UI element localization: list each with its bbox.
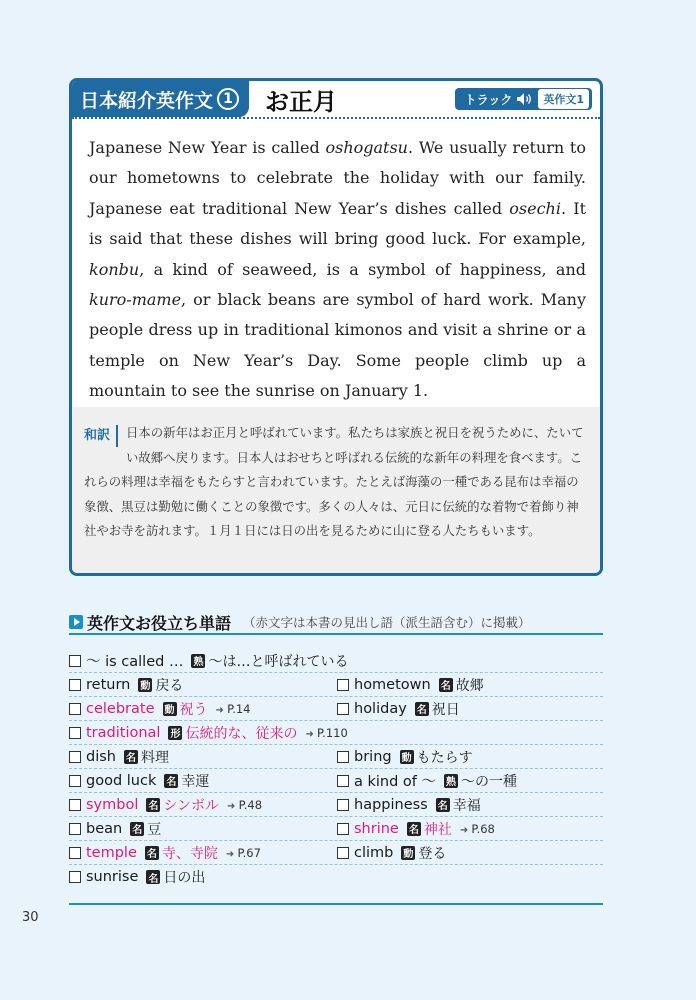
checkbox[interactable]: [337, 751, 349, 763]
english-passage: [72, 119, 600, 409]
checkbox[interactable]: [69, 751, 81, 763]
vocab-word: dish: [86, 748, 116, 765]
vocab-row: [69, 697, 603, 721]
checkbox[interactable]: [337, 823, 349, 835]
checkbox[interactable]: [69, 847, 81, 859]
translation-text: 日本の新年はお正月と呼ばれています。私たちは家族と祝日を祝うために、たいてい故郷へ戻ります。日本人はおせちと呼ばれる伝統的な新年の料理を食べます。これらの料理は幸福をもたらすと言われています。たとえば海藻の一種である昆布は幸福の象徴、黒豆は勤勉に働くことの象徴です。多くの人々は、元日に伝統的な着物で着飾り神社やお寺を訪れます。１月１日には日の出を見るために山に登る人たちもいます。: [84, 425, 584, 539]
vocab-title: 英作文お役立ち単語: [87, 613, 232, 633]
audio-track-badge[interactable]: [455, 88, 592, 110]
vocab-item: [337, 769, 517, 792]
checkbox[interactable]: [69, 823, 81, 835]
checkbox[interactable]: [69, 679, 81, 691]
pos-badge: 動: [163, 702, 177, 716]
vocab-word: holiday: [354, 700, 407, 717]
pos-badge: 熟: [191, 654, 205, 668]
vocab-row: [69, 673, 603, 697]
vocab-word: happiness: [354, 796, 428, 813]
pos-badge: 名: [146, 870, 160, 884]
series-label: 日本紹介英作文: [80, 89, 214, 112]
vocab-word: celebrate: [86, 700, 155, 717]
checkbox[interactable]: [69, 775, 81, 787]
pos-badge: 名: [164, 774, 178, 788]
passage-text: . We usually return to our hometowns to celebrate the holiday with our family. Japanese eat traditional New Year’s dishes called: [89, 138, 586, 218]
passage-text: , a kind of seaweed, is a symbol of happiness, and: [139, 259, 586, 279]
vocab-header: [69, 610, 603, 634]
checkbox[interactable]: [69, 703, 81, 715]
vocab-word: shrine: [354, 820, 399, 837]
passage-term: oshogatsu: [325, 138, 408, 157]
checkbox[interactable]: [337, 799, 349, 811]
vocab-item: [69, 745, 337, 768]
pos-badge: 動: [138, 678, 152, 692]
passage-text: Japanese New Year is called: [89, 138, 326, 157]
checkbox[interactable]: [69, 655, 81, 667]
card-header: [72, 81, 600, 119]
page-title: お正月: [265, 87, 338, 116]
vocab-word: bring: [354, 748, 392, 765]
vocab-meaning: 神社: [423, 821, 452, 838]
vocab-meaning: 幸福: [452, 797, 481, 814]
vocab-word: good luck: [86, 772, 157, 789]
vocab-row: [69, 721, 603, 745]
vocab-row: [69, 865, 603, 889]
vocab-meaning: 幸運: [181, 773, 210, 790]
vocab-item: [337, 817, 495, 840]
bottom-divider: [69, 903, 603, 905]
vocab-item: [337, 697, 460, 720]
vocab-meaning: ～の一種: [461, 773, 518, 790]
page-reference: ➜ P.14: [216, 702, 251, 716]
track-label: トラック: [464, 92, 513, 107]
vocab-meaning: シンボル: [163, 797, 220, 814]
checkbox[interactable]: [69, 727, 81, 739]
play-arrow-icon: [69, 615, 83, 629]
pos-badge: 名: [415, 702, 429, 716]
vocab-item: [69, 841, 337, 864]
vocab-word: temple: [86, 844, 137, 861]
japanese-translation: [72, 407, 600, 573]
speaker-icon: [516, 92, 534, 106]
passage-term: osechi: [509, 198, 561, 218]
vocab-meaning: 祝う: [179, 701, 208, 718]
vocab-meaning: 料理: [140, 749, 169, 766]
vocab-word: ～ is called …: [86, 654, 184, 670]
vocab-word: return: [86, 676, 131, 693]
page-reference: ➜ P.110: [305, 726, 347, 740]
vocab-item: [69, 769, 337, 792]
vocab-meaning: 登る: [418, 845, 447, 862]
vocab-divider: [69, 633, 603, 635]
checkbox[interactable]: [69, 871, 81, 883]
vocab-list: [69, 649, 603, 889]
article-card: [69, 78, 603, 576]
vocab-row: [69, 745, 603, 769]
series-number: 1: [217, 88, 239, 110]
vocab-row: [69, 793, 603, 817]
vocab-meaning: 日の出: [163, 870, 206, 886]
vocab-item: [69, 865, 603, 889]
page-number: 30: [22, 910, 39, 925]
vocab-item: [69, 697, 337, 720]
pos-badge: 名: [130, 822, 144, 836]
vocab-meaning: 伝統的な、従来の: [185, 725, 298, 742]
vocab-row: [69, 817, 603, 841]
vocab-meaning: 戻る: [155, 677, 184, 694]
pos-badge: 名: [124, 750, 138, 764]
vocab-item: [69, 817, 337, 840]
vocab-item: [337, 673, 484, 696]
vocab-meaning: 故郷: [455, 677, 484, 694]
pos-badge: 名: [146, 798, 160, 812]
vocab-item: [69, 793, 337, 816]
pos-badge: 動: [401, 846, 415, 860]
track-id: 英作文1: [538, 89, 589, 109]
checkbox[interactable]: [337, 703, 349, 715]
vocab-item: [69, 721, 603, 744]
vocab-item: [69, 649, 603, 672]
vocab-meaning: ～は…と呼ばれている: [208, 653, 349, 670]
page-reference: ➜ P.68: [460, 822, 495, 836]
pos-badge: 動: [400, 750, 414, 764]
series-tab: [72, 81, 249, 117]
checkbox[interactable]: [337, 679, 349, 691]
vocab-meaning: 寺、寺院: [161, 845, 218, 862]
pos-badge: 名: [407, 822, 421, 836]
vocab-item: [337, 745, 473, 768]
vocab-meaning: 豆: [147, 821, 162, 838]
vocab-item: [337, 841, 446, 864]
page-reference: ➜ P.48: [227, 798, 262, 812]
vocab-word: hometown: [354, 676, 431, 693]
passage-text: . It is said that these dishes will bring good luck. For example,: [89, 198, 586, 249]
passage-term: konbu: [89, 259, 140, 279]
pos-badge: 名: [439, 678, 453, 692]
checkbox[interactable]: [337, 775, 349, 787]
page-reference: ➜ P.67: [226, 846, 261, 860]
vocab-row: [69, 841, 603, 865]
pos-badge: 名: [145, 846, 159, 860]
vocab-word: symbol: [86, 796, 139, 813]
vocab-meaning: 祝日: [431, 701, 460, 718]
pos-badge: 形: [168, 726, 182, 740]
vocab-item: [69, 673, 337, 696]
vocab-word: climb: [354, 844, 394, 861]
vocab-word: a kind of ～: [354, 774, 437, 790]
vocab-item: [337, 793, 481, 816]
passage-term: kuro-mame: [89, 290, 182, 310]
vocab-row: [69, 769, 603, 793]
passage-text: , or black beans are symbol of hard work. Many people dress up in traditional kimonos and visit a shrine or a temple on New Year’s Day. Some people climb up a mountain to see the sunrise on January 1.: [89, 290, 586, 401]
vocab-word: sunrise: [86, 869, 139, 885]
vocab-word: bean: [86, 820, 123, 837]
vocab-meaning: もたらす: [416, 749, 473, 766]
vocab-row: [69, 649, 603, 673]
translation-label: 和訳: [84, 425, 118, 447]
vocab-word: traditional: [86, 724, 161, 741]
pos-badge: 名: [436, 798, 450, 812]
pos-badge: 熟: [444, 774, 458, 788]
checkbox[interactable]: [69, 799, 81, 811]
vocab-note: （赤文字は本書の見出し語（派生語含む）に掲載）: [243, 615, 531, 630]
checkbox[interactable]: [337, 847, 349, 859]
